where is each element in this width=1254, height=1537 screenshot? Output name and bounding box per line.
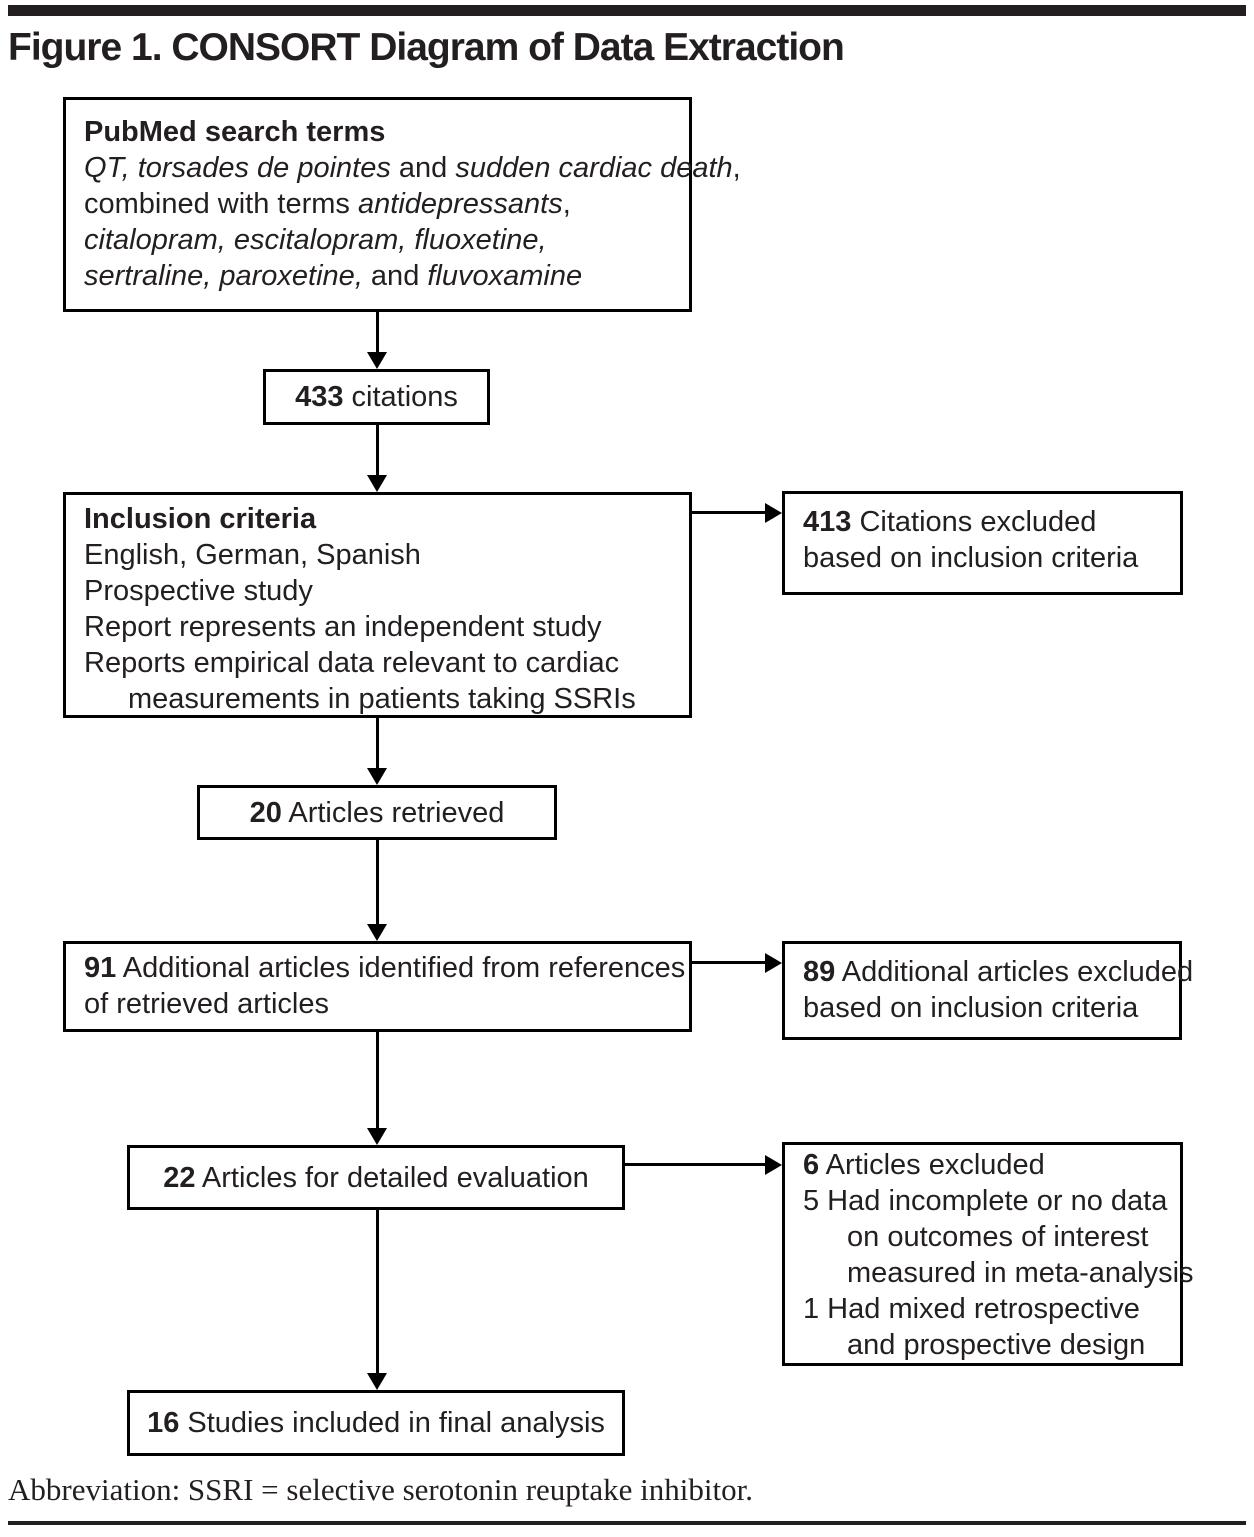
arrowhead-down-icon: [367, 1373, 387, 1390]
connector-inclusion-to-retrieved: [376, 718, 379, 770]
text-line: of retrieved articles: [84, 988, 329, 1020]
bottom-rule: [8, 1521, 1246, 1525]
box-20-articles-retrieved: [197, 785, 557, 840]
text-line: on outcomes of interest: [847, 1221, 1149, 1253]
arrowhead-down-icon: [367, 475, 387, 492]
arrowhead-right-icon: [765, 953, 782, 973]
text-line: 6 Articles excluded: [803, 1149, 1045, 1181]
box-22-detailed-evaluation: [127, 1145, 625, 1210]
text-line: 16 Studies included in final analysis: [147, 1407, 605, 1439]
connector-detailed-to-final: [376, 1210, 379, 1375]
box-89-additional-excluded: [782, 941, 1194, 1040]
box-91-additional-articles: [63, 941, 692, 1032]
text-line: 89 Additional articles excluded: [803, 956, 1194, 988]
text-line: and prospective design: [847, 1329, 1146, 1361]
arrowhead-down-icon: [367, 352, 387, 369]
text-line: Report represents an independent study: [84, 611, 602, 643]
text-line: Prospective study: [84, 575, 313, 607]
text-line: Inclusion criteria: [84, 503, 317, 535]
connector-pubmed-to-citations: [376, 312, 379, 354]
connector-additional-to-detailed: [376, 1032, 379, 1130]
connector-detailed-to-excluded: [625, 1163, 767, 1166]
text-line: English, German, Spanish: [84, 539, 421, 571]
box-pubmed-search-terms: [63, 97, 741, 312]
box-433-citations: [263, 369, 490, 425]
text-line: QT, torsades de pointes and sudden cardiac death,: [84, 152, 741, 184]
text-line: 1 Had mixed retrospective: [803, 1293, 1140, 1325]
text-line: 413 Citations excluded: [803, 506, 1097, 538]
connector-citations-to-inclusion: [376, 425, 379, 477]
text-line: 5 Had incomplete or no data: [803, 1185, 1168, 1217]
box-413-citations-excluded: [782, 491, 1183, 595]
top-rule: [8, 5, 1246, 16]
text-line: 91 Additional articles identified from references: [84, 952, 686, 984]
text-line: based on inclusion criteria: [803, 542, 1139, 574]
box-16-final-analysis: [127, 1390, 625, 1456]
text-line: Reports empirical data relevant to cardiac: [84, 647, 620, 679]
text-line: combined with terms antidepressants,: [84, 188, 571, 220]
text-line: 22 Articles for detailed evaluation: [163, 1161, 589, 1194]
text-line: measurements in patients taking SSRIs: [128, 683, 636, 715]
text-line: 433 citations: [295, 381, 458, 413]
text-line: citalopram, escitalopram, fluoxetine,: [84, 224, 547, 256]
box-inclusion-criteria: [63, 492, 692, 718]
text-line: measured in meta-analysis: [847, 1257, 1194, 1289]
arrowhead-down-icon: [367, 1128, 387, 1145]
box-6-articles-excluded: [782, 1142, 1194, 1366]
connector-additional-to-excluded: [692, 961, 767, 964]
arrowhead-down-icon: [367, 768, 387, 785]
text-line: 20 Articles retrieved: [249, 796, 505, 829]
text-line: based on inclusion criteria: [803, 992, 1139, 1024]
arrowhead-right-icon: [765, 503, 782, 523]
text-line: PubMed search terms: [84, 116, 386, 148]
figure-title: Figure 1. CONSORT Diagram of Data Extraction: [8, 26, 844, 69]
abbreviation-note: Abbreviation: SSRI = selective serotonin reuptake inhibitor.: [8, 1472, 753, 1507]
arrowhead-down-icon: [367, 924, 387, 941]
connector-inclusion-to-excluded: [692, 511, 767, 514]
text-line: sertraline, paroxetine, and fluvoxamine: [84, 260, 583, 292]
connector-retrieved-to-additional: [376, 840, 379, 926]
arrowhead-right-icon: [765, 1155, 782, 1175]
